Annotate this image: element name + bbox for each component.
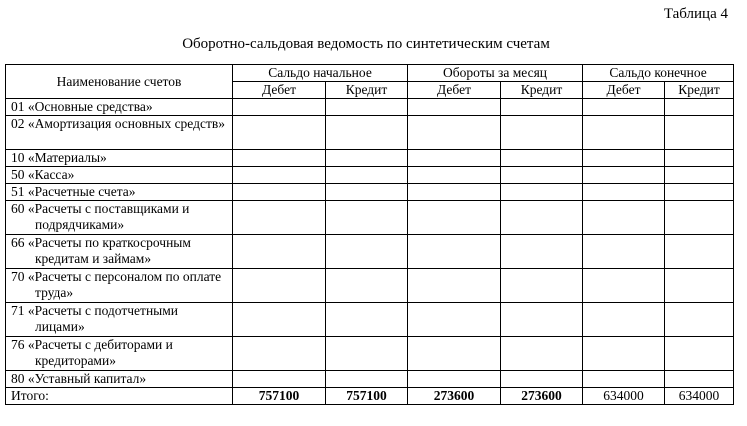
account-name-cell bbox=[6, 269, 233, 303]
total-turnover-credit: 273600 bbox=[501, 388, 583, 405]
account-name-cell: 50 «Касса» bbox=[6, 167, 233, 184]
turnover-balance-table bbox=[5, 64, 734, 405]
header-closing-credit: Кредит bbox=[665, 82, 734, 99]
account-name-text: 76 «Расчеты с дебиторами и кредиторами» bbox=[11, 337, 173, 368]
total-turnover-debit: 273600 bbox=[408, 388, 501, 405]
account-name-cell: 01 «Основные средства» bbox=[6, 99, 233, 116]
total-opening-credit: 757100 bbox=[326, 388, 408, 405]
account-name-text: 60 «Расчеты с поставщиками и подрядчиками» bbox=[11, 201, 190, 232]
header-turnover: Обороты за месяц bbox=[408, 65, 583, 82]
header-turnover-credit: Кредит bbox=[501, 82, 583, 99]
table-row bbox=[6, 269, 734, 303]
account-name-cell: 51 «Расчетные счета» bbox=[6, 184, 233, 201]
header-opening-debit: Дебет bbox=[233, 82, 326, 99]
account-name-text: 70 «Расчеты с персоналом по оплате труда» bbox=[11, 269, 222, 300]
table-title: Оборотно-сальдовая ведомость по синтетическим счетам bbox=[182, 36, 550, 52]
table-row bbox=[6, 303, 734, 337]
table-number: Таблица 4 bbox=[663, 6, 728, 22]
header-opening-balance: Сальдо начальное bbox=[233, 65, 408, 82]
total-label: Итого: bbox=[6, 388, 233, 405]
table-row bbox=[6, 99, 734, 116]
account-name-cell bbox=[6, 235, 233, 269]
account-name-cell bbox=[6, 337, 233, 371]
account-name-text: 02 «Амортизация основных средств» bbox=[11, 116, 226, 131]
table-row bbox=[6, 235, 734, 269]
header-row-groups bbox=[6, 65, 734, 82]
account-name-cell bbox=[6, 303, 233, 337]
header-turnover-debit: Дебет bbox=[408, 82, 501, 99]
account-name-cell bbox=[6, 201, 233, 235]
table-row bbox=[6, 167, 734, 184]
table-row bbox=[6, 116, 734, 150]
header-account-name: Наименование счетов bbox=[6, 65, 233, 99]
table-row bbox=[6, 184, 734, 201]
header-opening-credit: Кредит bbox=[326, 82, 408, 99]
table-row bbox=[6, 371, 734, 388]
table-row bbox=[6, 201, 734, 235]
header-closing-debit: Дебет bbox=[583, 82, 665, 99]
account-name-text: 71 «Расчеты с подотчетными лицами» bbox=[11, 303, 179, 334]
account-name-cell: 10 «Материалы» bbox=[6, 150, 233, 167]
table-row bbox=[6, 337, 734, 371]
total-row bbox=[6, 388, 734, 405]
header-closing-balance: Сальдо конечное bbox=[583, 65, 734, 82]
account-name-cell bbox=[6, 116, 233, 150]
account-name-text: 66 «Расчеты по краткосрочным кредитам и займам» bbox=[11, 235, 191, 266]
total-closing-credit: 634000 bbox=[665, 388, 734, 405]
total-closing-debit: 634000 bbox=[583, 388, 665, 405]
total-opening-debit: 757100 bbox=[233, 388, 326, 405]
table-row bbox=[6, 150, 734, 167]
account-name-cell: 80 «Уставный капитал» bbox=[6, 371, 233, 388]
